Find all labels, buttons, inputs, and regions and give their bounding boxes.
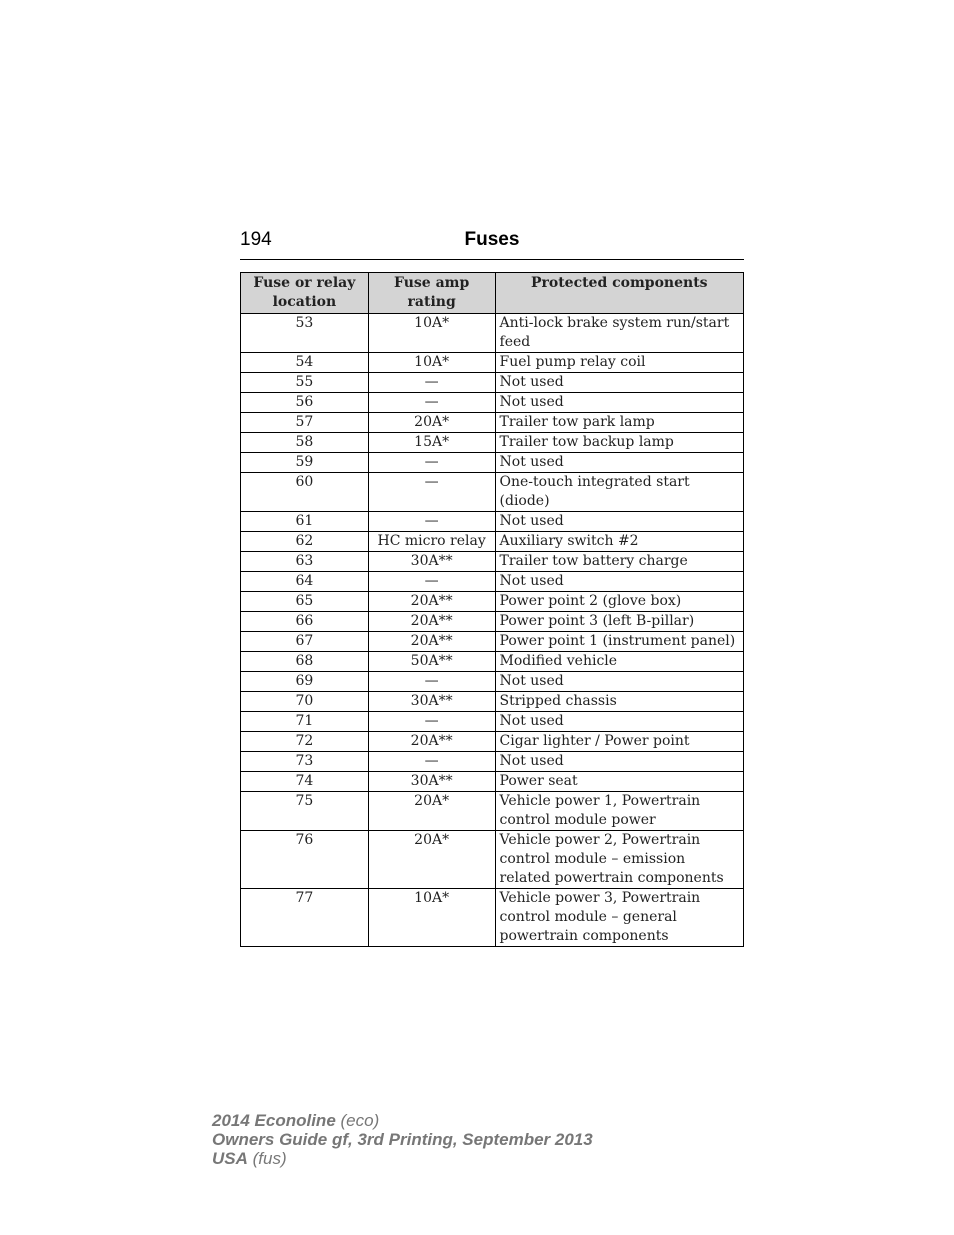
page-number: 194 [240, 229, 272, 250]
cell-location: 71 [241, 712, 369, 732]
cell-components: Not used [495, 572, 743, 592]
footer-printing: Owners Guide gf, 3rd Printing, September 2013 [212, 1130, 593, 1149]
cell-location: 60 [241, 473, 369, 512]
page-title: Fuses [464, 229, 520, 250]
cell-amp-rating: 20A** [368, 592, 495, 612]
table-row [241, 572, 744, 592]
cell-amp-rating: 30A** [368, 552, 495, 572]
cell-amp-rating: 30A** [368, 692, 495, 712]
cell-location: 77 [241, 889, 369, 947]
cell-components: Vehicle power 3, Powertrain control module – general powertrain components [495, 889, 743, 947]
cell-amp-rating: 20A** [368, 732, 495, 752]
table-row [241, 473, 744, 512]
table-row [241, 393, 744, 413]
cell-location: 65 [241, 592, 369, 612]
cell-components: Stripped chassis [495, 692, 743, 712]
cell-components: Auxiliary switch #2 [495, 532, 743, 552]
cell-components: Not used [495, 712, 743, 732]
page-footer [212, 1111, 593, 1168]
table-row [241, 732, 744, 752]
footer-line-1 [212, 1111, 593, 1130]
cell-location: 53 [241, 314, 369, 353]
cell-components: Trailer tow battery charge [495, 552, 743, 572]
cell-location: 67 [241, 632, 369, 652]
footer-section-code: (fus) [252, 1149, 287, 1168]
cell-location: 54 [241, 353, 369, 373]
cell-location: 63 [241, 552, 369, 572]
cell-components: Vehicle power 1, Powertrain control module power [495, 792, 743, 831]
footer-market: USA [212, 1149, 248, 1168]
cell-location: 59 [241, 453, 369, 473]
table-row [241, 413, 744, 433]
cell-amp-rating: — [368, 453, 495, 473]
cell-location: 62 [241, 532, 369, 552]
cell-amp-rating: — [368, 512, 495, 532]
cell-location: 69 [241, 672, 369, 692]
cell-location: 70 [241, 692, 369, 712]
cell-location: 66 [241, 612, 369, 632]
cell-components: Anti-lock brake system run/start feed [495, 314, 743, 353]
cell-amp-rating: 30A** [368, 772, 495, 792]
footer-model: 2014 Econoline [212, 1111, 336, 1130]
table-row [241, 792, 744, 831]
cell-components: Not used [495, 453, 743, 473]
table-row [241, 314, 744, 353]
table-row [241, 692, 744, 712]
cell-location: 76 [241, 831, 369, 889]
cell-components: Power point 2 (glove box) [495, 592, 743, 612]
cell-components: Trailer tow backup lamp [495, 433, 743, 453]
cell-components: Trailer tow park lamp [495, 413, 743, 433]
table-row [241, 453, 744, 473]
table-body [241, 314, 744, 947]
page-header [240, 229, 744, 260]
cell-amp-rating: — [368, 752, 495, 772]
table-row [241, 889, 744, 947]
cell-amp-rating: — [368, 373, 495, 393]
cell-amp-rating: 10A* [368, 314, 495, 353]
cell-amp-rating: — [368, 672, 495, 692]
cell-amp-rating: HC micro relay [368, 532, 495, 552]
table-row [241, 532, 744, 552]
footer-model-code: (eco) [340, 1111, 380, 1130]
cell-amp-rating: — [368, 473, 495, 512]
cell-components: Power point 1 (instrument panel) [495, 632, 743, 652]
cell-amp-rating: 20A** [368, 612, 495, 632]
table-row [241, 712, 744, 732]
table-row [241, 772, 744, 792]
cell-components: Vehicle power 2, Powertrain control module – emission related powertrain components [495, 831, 743, 889]
cell-location: 68 [241, 652, 369, 672]
cell-location: 73 [241, 752, 369, 772]
cell-amp-rating: 10A* [368, 889, 495, 947]
cell-amp-rating: 20A* [368, 792, 495, 831]
cell-amp-rating: 50A** [368, 652, 495, 672]
table-row [241, 512, 744, 532]
cell-location: 58 [241, 433, 369, 453]
column-header-amp-rating: Fuse amp rating [368, 273, 495, 314]
cell-components: One-touch integrated start (diode) [495, 473, 743, 512]
table-row [241, 652, 744, 672]
cell-location: 56 [241, 393, 369, 413]
cell-amp-rating: 10A* [368, 353, 495, 373]
cell-components: Not used [495, 393, 743, 413]
table-row [241, 632, 744, 652]
cell-components: Cigar lighter / Power point [495, 732, 743, 752]
cell-amp-rating: 20A* [368, 413, 495, 433]
cell-location: 75 [241, 792, 369, 831]
cell-components: Not used [495, 752, 743, 772]
cell-amp-rating: — [368, 572, 495, 592]
cell-amp-rating: — [368, 712, 495, 732]
table-row [241, 353, 744, 373]
table-row [241, 752, 744, 772]
table-row [241, 831, 744, 889]
cell-components: Fuel pump relay coil [495, 353, 743, 373]
cell-components: Power seat [495, 772, 743, 792]
table-row [241, 672, 744, 692]
cell-components: Not used [495, 512, 743, 532]
footer-line-3 [212, 1149, 593, 1168]
fuse-table [240, 272, 744, 947]
cell-location: 55 [241, 373, 369, 393]
cell-components: Not used [495, 672, 743, 692]
cell-components: Modified vehicle [495, 652, 743, 672]
column-header-location: Fuse or relay location [241, 273, 369, 314]
cell-location: 61 [241, 512, 369, 532]
table-row [241, 373, 744, 393]
table-row [241, 592, 744, 612]
table-header-row [241, 273, 744, 314]
cell-amp-rating: 20A** [368, 632, 495, 652]
table-row [241, 612, 744, 632]
cell-location: 64 [241, 572, 369, 592]
cell-amp-rating: — [368, 393, 495, 413]
cell-location: 74 [241, 772, 369, 792]
table-row [241, 552, 744, 572]
cell-components: Not used [495, 373, 743, 393]
cell-location: 72 [241, 732, 369, 752]
column-header-components: Protected components [495, 273, 743, 314]
cell-amp-rating: 15A* [368, 433, 495, 453]
footer-line-2 [212, 1130, 593, 1149]
cell-components: Power point 3 (left B-pillar) [495, 612, 743, 632]
cell-location: 57 [241, 413, 369, 433]
cell-amp-rating: 20A* [368, 831, 495, 889]
table-row [241, 433, 744, 453]
